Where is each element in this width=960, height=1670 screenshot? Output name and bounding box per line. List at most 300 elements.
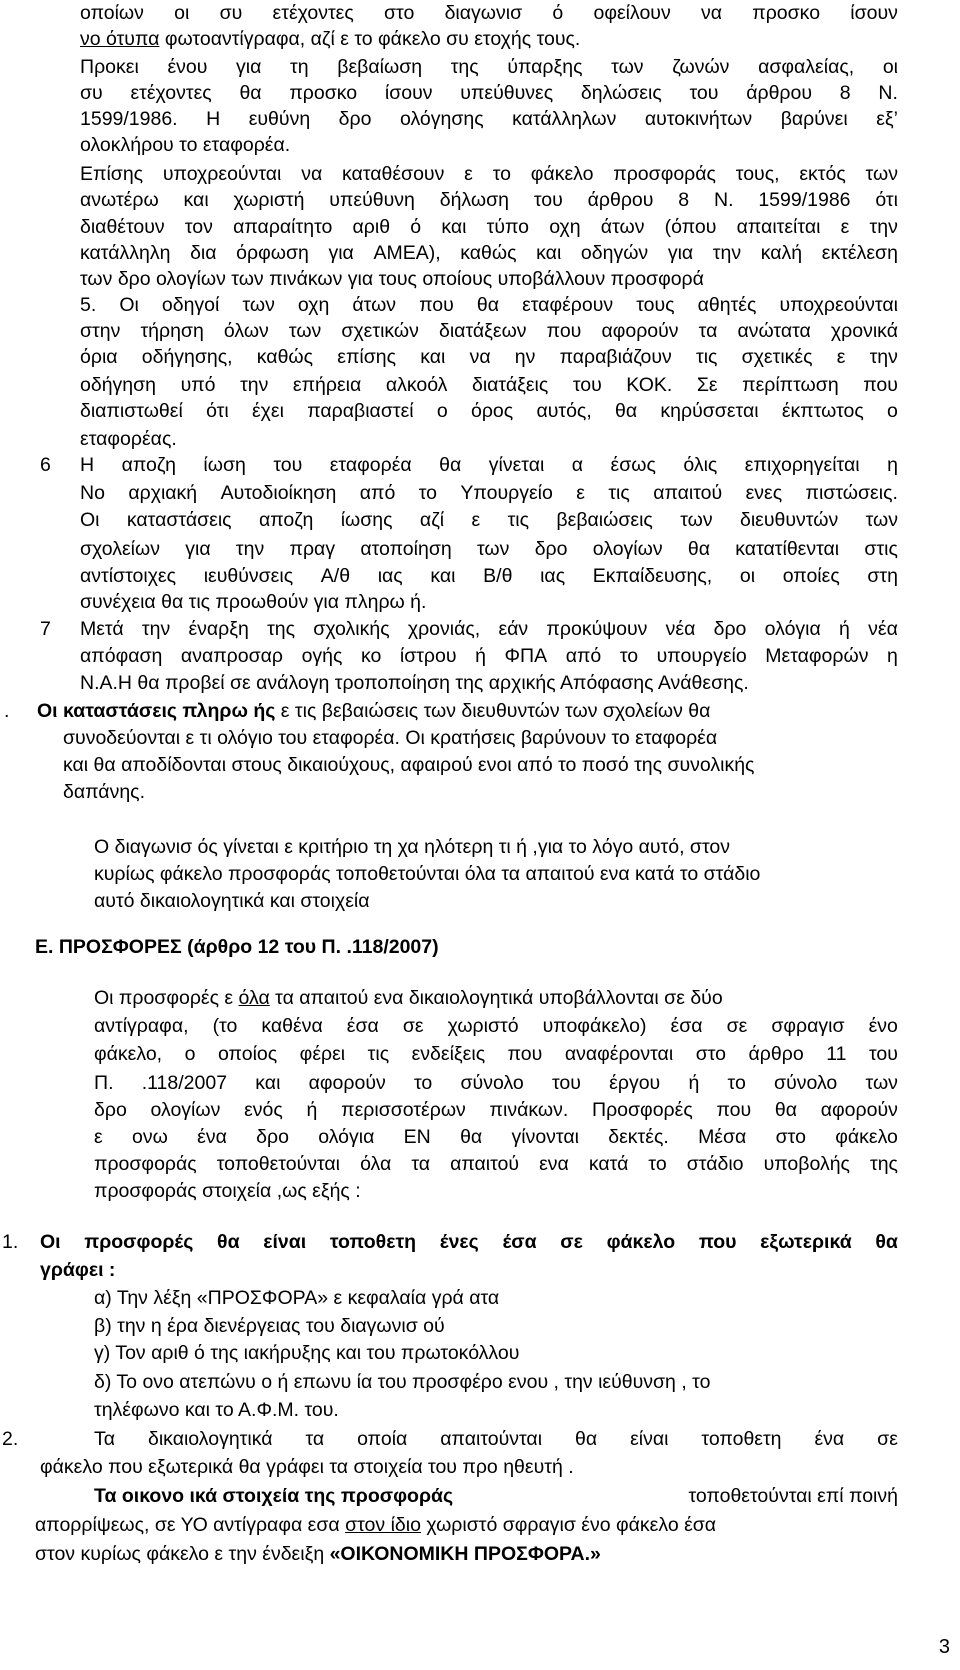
text-line — [80, 507, 898, 533]
word: ε — [836, 346, 846, 368]
word: φάκελο — [530, 163, 594, 185]
word: Ν. — [713, 189, 734, 211]
text-fragment: απορρίψεως, σε ΥΟ αντίγραφα εσα — [35, 1514, 346, 1536]
word: και — [255, 1072, 281, 1094]
word: Οι — [40, 1231, 61, 1253]
word: φάκελο, — [94, 1043, 163, 1065]
word: τις — [608, 482, 630, 504]
word: Ν. — [878, 82, 898, 104]
word: άρθρου — [746, 82, 813, 104]
word: κατάλληλων — [512, 108, 617, 130]
text-line: φάκελο που εξωτερικά θα γράφει τα στοιχεία του προ ηθευτή . — [40, 1456, 574, 1478]
word: την — [869, 216, 898, 238]
word: για — [667, 242, 694, 264]
text-line: β) την η έρα διενέργειας του διαγωνισ ού — [94, 1315, 445, 1337]
word: 11 — [826, 1043, 847, 1065]
word: κατά — [588, 1153, 629, 1175]
word: θα — [239, 82, 262, 104]
word: νέα — [868, 618, 898, 640]
word: άτων — [600, 216, 645, 238]
text-line: κυρίως φάκελο προσφοράς τοποθετούνται όλα τα απαιτού ενα κατά το στάδιο — [94, 863, 761, 885]
word: των — [680, 509, 713, 531]
word: σύνολο — [774, 1072, 838, 1094]
list-number: 7 — [40, 618, 51, 640]
list-number: 2. — [2, 1428, 19, 1450]
word: ο — [184, 1043, 196, 1065]
word: αυτός, — [536, 400, 592, 422]
word: προσκο — [752, 2, 821, 24]
word: υπεύθυνη — [329, 189, 415, 211]
word: σε — [560, 1231, 583, 1253]
word: φάκελο — [835, 1126, 898, 1148]
text-line: ολοκλήρου το εταφορέα. — [80, 134, 291, 156]
word: από — [359, 482, 396, 504]
word: τις — [507, 509, 530, 531]
word: αρχιακή — [128, 482, 198, 504]
word: ό — [410, 216, 422, 238]
word: σχολείων — [80, 538, 160, 560]
word: ολογίων — [150, 1099, 221, 1121]
word: Σε — [696, 374, 718, 396]
word: (το — [212, 1015, 238, 1037]
word: ευθύνη — [248, 108, 311, 130]
text-line — [94, 1426, 898, 1452]
word: οι — [882, 56, 898, 78]
word: Β/θ — [483, 565, 513, 587]
word: στις — [864, 538, 898, 560]
word: ιας — [540, 565, 566, 587]
word: στο — [384, 2, 415, 24]
word: τοποθετούνται — [216, 1153, 341, 1175]
word: όρια — [80, 346, 118, 368]
word: ότι — [206, 400, 229, 422]
word: το — [492, 163, 511, 185]
word: του — [868, 1043, 898, 1065]
word: ιας — [377, 565, 403, 587]
word: αντίγραφα, — [94, 1015, 189, 1037]
word: υποφάκελο) — [542, 1015, 647, 1037]
word: ή — [475, 645, 486, 667]
text-line — [80, 643, 898, 669]
word: τους — [636, 294, 675, 316]
word: σχετικές — [741, 346, 813, 368]
text-line: συνοδεύονται ε τι ολόγιο του εταφορέα. Οι κρατήσεις βαρύνουν το εταφορέα — [63, 727, 718, 749]
word: που — [507, 1043, 543, 1065]
word: ογής — [301, 645, 343, 667]
word: 5. — [80, 294, 97, 316]
word: στη — [867, 565, 898, 587]
text-line — [80, 240, 898, 266]
word: της — [450, 56, 479, 78]
word: έργου — [609, 1072, 661, 1094]
word: σε — [402, 1015, 424, 1037]
text-line: τηλέφωνο και το Α.Φ.Μ. του. — [94, 1399, 339, 1421]
word: αυτοκινήτων — [644, 108, 753, 130]
word: υπεύθυνες — [460, 82, 554, 104]
text-line — [80, 398, 898, 424]
word: χωριστή — [233, 189, 305, 211]
word: (όπου — [664, 216, 717, 238]
word: τα — [305, 1428, 325, 1450]
word: ένου — [167, 56, 208, 78]
word: εταφέρουν — [522, 294, 614, 316]
word: ολόγια — [318, 1126, 375, 1148]
text-fragment: τα απαιτού ενα δικαιολογητικά υποβάλλονται σε δύο — [269, 987, 723, 1009]
word: οδήγησης, — [141, 346, 233, 368]
text-line: α) Την λέξη «ΠΡΟΣΦΟΡΑ» ε κεφαλαία γρά ατα — [94, 1287, 500, 1309]
text-line: δαπάνης. — [63, 781, 145, 803]
word: επίσης — [337, 346, 397, 368]
word: αποζη — [121, 454, 176, 476]
word: είναι — [630, 1428, 669, 1450]
word: της — [267, 618, 296, 640]
word: ένο — [868, 1015, 898, 1037]
word: παραβιάζουν — [559, 346, 672, 368]
word: οχη — [549, 216, 581, 238]
word: διατάξεις — [471, 374, 549, 396]
text-line: Ο διαγωνισ ός γίνεται ε κριτήριο τη χα ηλότερη τι ή ,για το λόγο αυτό, στον — [94, 836, 730, 858]
text-line — [94, 1097, 898, 1123]
word: αντίστοιχες — [80, 565, 177, 587]
word: που — [716, 1099, 752, 1121]
word: των — [611, 56, 644, 78]
word: ολόγια — [764, 618, 821, 640]
word: τήρηση — [140, 320, 204, 342]
word: τα — [411, 1153, 431, 1175]
word: .118/2007 — [141, 1072, 228, 1094]
word: έσα — [346, 1015, 379, 1037]
word: εξωτερικά — [760, 1231, 852, 1253]
word: χωριστό — [447, 1015, 519, 1037]
word: δηλώσεις — [580, 82, 662, 104]
word: αφορούν — [308, 1072, 386, 1094]
word: όλα — [360, 1153, 392, 1175]
word: των — [865, 163, 898, 185]
word: νέα — [665, 618, 696, 640]
word: που — [863, 374, 898, 396]
word: Π. — [94, 1072, 114, 1094]
word: ύπαρξης — [507, 56, 583, 78]
word: σχετικών — [341, 320, 419, 342]
word: ΑΜΕΑ), — [373, 242, 441, 264]
text-line: εταφορέας. — [80, 428, 177, 450]
text-fragment: Οι προσφορές ε — [94, 987, 239, 1009]
word: οι — [739, 565, 756, 587]
word: δήλωση — [439, 189, 509, 211]
word: των — [865, 509, 898, 531]
word: δεκτές. — [608, 1126, 669, 1148]
word: για — [328, 242, 354, 264]
word: ίσουν — [850, 2, 898, 24]
text-fragment: στον κυρίως φάκελο ε την ένδειξη — [35, 1543, 330, 1565]
word: συ — [219, 2, 243, 24]
text-line — [80, 372, 898, 398]
word: ο — [887, 400, 898, 422]
word: ένα — [814, 1428, 845, 1450]
underlined-word: νο ότυπα — [80, 28, 160, 50]
word: οχη — [297, 294, 330, 316]
word: καταθέσουν — [342, 163, 445, 185]
word: ΕΝ — [403, 1126, 431, 1148]
word: καταστάσεις — [126, 509, 232, 531]
word: την — [235, 538, 265, 560]
word: 1599/1986 — [758, 189, 851, 211]
word: να — [469, 346, 491, 368]
text-line — [80, 54, 898, 80]
word: απαιτού — [450, 1153, 520, 1175]
word: τύπο — [486, 216, 530, 238]
word: της — [870, 1153, 898, 1175]
word: οποία — [357, 1428, 408, 1450]
text-line — [40, 1229, 898, 1255]
text-line: γράφει : — [40, 1259, 116, 1281]
underlined-word: όλα — [238, 987, 270, 1009]
word: βαρύνει — [780, 108, 848, 130]
word: καλή — [760, 242, 803, 264]
word: υποχρεούνται — [779, 294, 898, 316]
text-line — [80, 187, 898, 213]
text-line: των δρο ολογίων των πινάκων για τους οποίους υποβάλλουν προσφορά — [80, 268, 704, 290]
word: του — [572, 374, 602, 396]
word: δικαιολογητικά — [148, 1428, 273, 1450]
word: το — [418, 482, 438, 504]
text-fragment: φωτοαντίγραφα, αζί ε το φάκελο συ ετοχής τους. — [159, 28, 581, 50]
word: του — [551, 1072, 581, 1094]
word: να — [700, 2, 722, 24]
word: ότι — [875, 189, 898, 211]
word: του — [533, 189, 563, 211]
word: α — [571, 454, 584, 476]
text-line: και θα αποδίδονται στους δικαιούχους, αφαιρού ενοι από το ποσό της συνολικής — [63, 754, 755, 776]
word: που — [546, 320, 582, 342]
word: ΚΟΚ. — [626, 374, 673, 396]
word: ή — [839, 618, 850, 640]
word: είναι — [263, 1231, 307, 1253]
word: ε — [471, 509, 481, 531]
word: δρο — [256, 1126, 289, 1148]
bold-phrase: Οι καταστάσεις πληρω ής — [37, 700, 276, 722]
word: Προκει — [80, 56, 139, 78]
word: Α/θ — [320, 565, 351, 587]
word: στάδιο — [686, 1153, 744, 1175]
word: θα — [575, 1428, 598, 1450]
word: θα — [687, 538, 711, 560]
word: θα — [217, 1231, 240, 1253]
word: τους, — [735, 163, 780, 185]
word: 8 — [839, 82, 851, 104]
word: ο — [436, 400, 448, 422]
word: επήρεια — [292, 374, 362, 396]
word: όρφωση — [236, 242, 309, 264]
word: πινάκων. — [489, 1099, 569, 1121]
word: ανώτατα — [737, 320, 811, 342]
word: ζωνών — [672, 56, 730, 78]
word: από — [565, 645, 602, 667]
word: γίνεται — [488, 454, 545, 476]
text-line — [80, 318, 898, 344]
word: ή — [688, 1072, 700, 1094]
word: την — [141, 618, 171, 640]
word: για — [185, 538, 211, 560]
word: τα — [698, 320, 718, 342]
text-line — [94, 1013, 898, 1039]
word: διαγωνισ — [444, 2, 523, 24]
word: συ — [80, 82, 103, 104]
word: βεβαίωση — [337, 56, 423, 78]
word: οποίες — [782, 565, 840, 587]
word: έσα — [670, 1015, 703, 1037]
word: πιστώσεις. — [805, 482, 898, 504]
word: άρθρο — [748, 1043, 804, 1065]
text-line — [80, 563, 898, 589]
word: η — [887, 645, 898, 667]
word: ιευθύνσεις — [203, 565, 294, 587]
word: ίστρου — [399, 645, 457, 667]
text-line — [80, 292, 898, 318]
word: έσως — [610, 454, 656, 476]
word: ε — [94, 1126, 103, 1148]
word: ολογίων — [592, 538, 663, 560]
word: και — [536, 242, 562, 264]
word: κατάλληλη — [80, 242, 171, 264]
text-line — [80, 106, 898, 132]
text-line — [80, 616, 898, 642]
word: Επίσης — [80, 163, 144, 185]
text-line — [80, 344, 898, 370]
word: περισσοτέρων — [341, 1099, 466, 1121]
text-line: προσφοράς στοιχεία ,ως εξής : — [94, 1180, 361, 1202]
word: ην — [514, 346, 536, 368]
word: οποίος — [217, 1043, 278, 1065]
word: προσκο — [289, 82, 358, 104]
word: ε — [576, 482, 585, 504]
word: υποβολής — [763, 1153, 850, 1175]
word: στο — [695, 1043, 726, 1065]
word: αφορούν — [820, 1099, 898, 1121]
word: Προσφορές — [592, 1099, 693, 1121]
word: και — [183, 189, 209, 211]
word: σύνολο — [460, 1072, 524, 1094]
word: απαιτούνται — [440, 1428, 543, 1450]
word: Εκπαίδευσης, — [592, 565, 713, 587]
word: σχολικής — [313, 618, 390, 640]
bold-phrase: «ΟΙΚΟΝΟΜΙΚΗ ΠΡΟΣΦΟΡΑ.» — [329, 1543, 601, 1565]
word: ετέχοντες — [272, 2, 354, 24]
word: δρο — [713, 618, 747, 640]
word: οδηγών — [580, 242, 649, 264]
word: για — [236, 56, 262, 78]
text-line — [80, 452, 898, 478]
word: 1599/1986. — [80, 108, 178, 130]
word: των — [477, 538, 510, 560]
text-line: γ) Τον αριθ ό της ιακήρυξης και του πρωτοκόλλου — [94, 1342, 520, 1364]
word: οποίων — [80, 2, 144, 24]
word: και — [441, 216, 467, 238]
text-line — [94, 1124, 898, 1150]
word: Αυτοδιοίκηση — [220, 482, 337, 504]
word: Οι — [119, 294, 139, 316]
word: ίωση — [203, 454, 246, 476]
word: Μετά — [80, 618, 124, 640]
list-number: 6 — [40, 454, 51, 476]
word: εάν — [498, 618, 529, 640]
word: απαιτείται — [736, 216, 821, 238]
word: καθένα — [261, 1015, 323, 1037]
word: απαραίτητο — [233, 216, 333, 238]
word: αζί — [419, 509, 445, 531]
word: τις — [367, 1043, 390, 1065]
word: οφείλουν — [593, 2, 671, 24]
word: ενες — [745, 482, 783, 504]
word: δρο — [338, 108, 372, 130]
word: η — [887, 454, 898, 476]
word: που — [419, 294, 454, 316]
word: χρονιάς, — [407, 618, 481, 640]
text-line — [94, 1070, 898, 1096]
section-heading: Ε. ΠΡΟΣΦΟΡΕΣ (άρθρο 12 του Π. .118/2007) — [35, 936, 439, 958]
word: 8 — [678, 189, 690, 211]
word: απόφαση — [80, 645, 163, 667]
text-line: Ν.Α.Η θα προβεί σε ανάλογη τροποποίηση της αρχικής Απόφασης Ανάθεσης. — [80, 672, 749, 694]
word: το — [648, 1153, 667, 1175]
word: θα — [615, 400, 638, 422]
word: την — [712, 242, 742, 264]
word: διατάξεων — [439, 320, 527, 342]
text-line — [94, 985, 723, 1011]
word: κο — [360, 645, 382, 667]
word: γίνονται — [511, 1126, 579, 1148]
word: Η — [206, 108, 221, 130]
word: κατατίθενται — [735, 538, 840, 560]
word: αναπροσαρ — [180, 645, 284, 667]
word: υπό — [180, 374, 216, 396]
word: των — [865, 1072, 898, 1094]
text-line — [80, 480, 898, 506]
word: ενός — [244, 1099, 283, 1121]
text-line — [35, 1541, 601, 1567]
word: άρθρου — [587, 189, 654, 211]
word: τον — [184, 216, 213, 238]
word: καθώς — [460, 242, 517, 264]
word: τοποθετη — [701, 1428, 782, 1450]
word: ενα — [539, 1153, 569, 1175]
word: στην — [80, 320, 121, 342]
word: των — [288, 320, 322, 342]
word: τοποθετη — [329, 1231, 417, 1253]
text-line — [80, 80, 898, 106]
word: όλις — [683, 454, 718, 476]
word: φέρει — [299, 1043, 346, 1065]
word: φάκελο — [606, 1231, 676, 1253]
word: έχει — [251, 400, 284, 422]
word: όρος — [470, 400, 514, 422]
word: έναρξη — [188, 618, 249, 640]
list-number: . — [4, 700, 10, 722]
word: εκτέλεση — [821, 242, 898, 264]
word: προσφοράς — [613, 163, 716, 185]
text-line — [94, 1151, 898, 1177]
word: ασφαλείας, — [758, 56, 855, 78]
text-line: αυτό δικαιολογητικά και στοιχεία — [94, 890, 370, 912]
word: Νο — [80, 482, 105, 504]
word: απαιτού — [653, 482, 723, 504]
word: θα — [774, 1099, 798, 1121]
text-line — [80, 0, 898, 26]
text-fragment: χωριστό σφραγισ ένο φάκελο έσα — [420, 1514, 717, 1536]
word: άτων — [352, 294, 397, 316]
word: ό — [552, 2, 564, 24]
word: επιχορηγείται — [744, 454, 860, 476]
